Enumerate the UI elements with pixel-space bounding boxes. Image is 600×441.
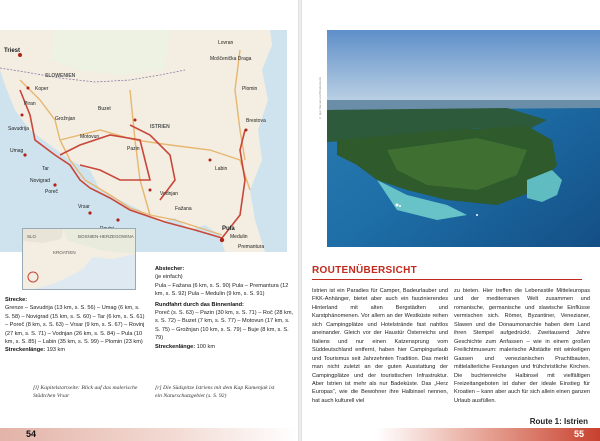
map-label-vrsar: Vrsar [78,204,90,210]
caption-right: [r] Die Südspitze Istriens mit dem Kap Kamenjak ist ein Naturschutzgebiet (s. S. 92) [155,385,275,399]
left-page [0,0,298,441]
map-label-slowenien: SLOWENIEN [45,73,76,79]
map-label-vodnjan: Vodnjan [160,191,179,197]
map-label-labin: Labin [215,166,228,172]
rundfahrt-title: Rundfahrt durch das Binnenland: [155,301,244,308]
map-label-piran: Piran [24,101,36,107]
map-label-koper: Koper [35,86,49,92]
map-label-premantura: Premantura [238,244,265,250]
map-label-lovran: Lovran [218,40,234,46]
route-strecke-block [5,296,145,355]
strecke-text: Grenze – Savudrija (13 km, s. S. 56) – Umag (6 km, s. S. 58) – Novigrad (15 km, s. S. 60) – Tar (6 km, s. S. 61) – Poreč (8 km, s. S. 63) – Vrsar (9 km, s. S. 67) – Rovinj (27 km, s. S. 71) – Vodnjan (26 km, s. S. 84) – Pula (10 km, s. S. 85) – Labin (35 km, s. S. 99) – Plomin (23 km) [5,305,145,346]
page-number-left: 54 [26,429,37,439]
inset-label-bh: BOSNIEN-HERZEGOWINA [78,234,134,239]
strecke-title: Strecke: [5,297,28,303]
streckenlaenge2-label: Streckenlänge: [155,343,196,350]
map-label-groznjan: Grožnjan [55,116,76,122]
inset-label-hr: KROATIEN [53,250,76,255]
map-label-fazana: Fažana [175,206,192,212]
map-label-triest: Triest [4,48,21,54]
abstecher-text: Pula – Fažana (6 km, s. S. 90) Pula – Premantura (12 km, s. S. 92) Pula – Medulin (9 km, s. S. 91) [155,282,289,298]
streckenlaenge-label: Streckenlänge: [5,347,46,354]
heading-rule [312,279,582,280]
inset-label-slo: SLO [27,234,37,239]
map-label-medulin: Medulin [230,234,248,240]
map-label-umag: Umag [10,148,24,154]
streckenlaenge2-value: 100 km [196,343,216,350]
body-column-1: Istrien ist ein Paradies für Camper, Badeurlauber und FKK-Anhänger, bietet aber auch ein faszinierendes Hinterland mit alten Bergstädten und Karstphänomenen. Vor allem an der Westküste reihen sich Campingplätze und Hotelstrände fast nahtlos aneinander. Gleich vor der Haustür Österreichs und Italiens und nur einen Katzensprung vom Süddeutschland entfernt, haben hier Campingurlaub und Tourismus seit Jahrzehnten Tradition. Das merkt man nicht zuletzt an der guten Ausstattung der Campingplätze und der touristischen Infrastruktur. Aber Istrien ist mehr als nur Badeküste. Das „Herz Europas“, wie die Bewohner ihre Halbinsel nennen, hat auch kulturell viel [312,288,448,404]
map-label-porec: Poreč [45,189,59,195]
rundfahrt-text: Poreč (s. S. 63) – Pazin (30 km, s. S. 71) – Roč (28 km, s. S. 72) – Buzet (7 km, s. S. 77) – Motovun (17 km, s. S. 75) – Grožnjan (10 km, s. S. 79) – Buje (8 km, s. S. 79) [155,310,294,342]
map-label-buzet: Buzet [98,106,111,112]
locator-inset-map [22,228,136,290]
footer-bar-left [0,428,298,441]
right-page [302,0,600,441]
map-label-savudrija: Savudrija [8,126,29,132]
map-label-moscenicka: Moščenička Draga [210,56,252,62]
aerial-photo-kamenjak [327,30,600,247]
map-label-novigrad: Novigrad [30,178,51,184]
map-label-tar: Tar [42,166,49,172]
page-number-right: 55 [573,429,584,439]
route-tag: Route 1: Istrien [529,417,588,426]
map-label-motovun: Motovun [80,134,100,140]
map-label-brestova: Brestova [246,118,266,124]
photo-credit: © Igor Stevanovic/Shutterstock [318,76,322,120]
streckenlaenge-value: 193 km [46,347,66,354]
map-label-istrien: ISTRIEN [150,124,170,130]
abstecher-title: Abstecher: [155,266,185,272]
abstecher-sub: (je einfach) [155,274,183,281]
section-heading: ROUTENÜBERSICHT [312,265,418,276]
route-abstecher-block [155,265,295,351]
route-map [0,30,287,252]
map-label-plomin: Plomin [242,86,258,92]
map-label-pazin: Pazin [127,146,140,152]
caption-left: [l] Kapitelstartseite: Blick auf das malerische Städtchen Vrsar [33,385,138,399]
footer-bar-right [302,428,600,441]
map-label-pula: Pula [222,226,235,232]
body-column-2: zu bieten. Hier treffen die Lebensstile Mitteleuropas und der mediterranen Welt zusammen und romanische, germanische und slawische Einflüsse vermischen sich. Römer, Byzantiner, Venezianer, Slawen und die Donaumonarchie haben dem Land ihren Stempel aufgedrückt. Zweitausend Jahre Geschichte zum Anfassen – wie in einem großen Freilichtmuseum: malerische Altstädte mit winkeligen Gassen und venezianischen Prachtbauten, mittelalterliche Festungen und frühchristliche Kirchen. Die buchtenreiche Halbinsel mit vielfältigen Freizeitangeboten ist daher der ideale Einstieg für Kroatien – kann aber auch für sich allein einen ganzen Urlaub ausfüllen. [454,288,590,404]
